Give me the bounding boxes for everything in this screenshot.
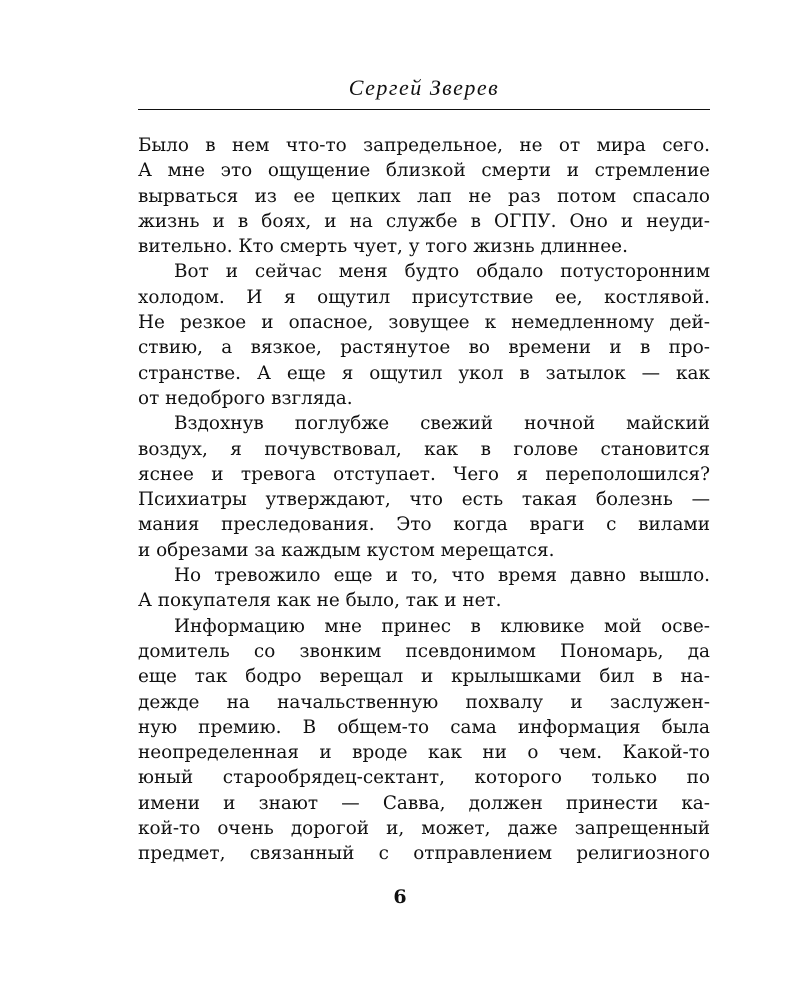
text-line: от недоброго взгляда.	[138, 387, 353, 409]
text-line: яснее и тревога отступает. Чего я переполошился?	[138, 463, 710, 485]
text-line: Но тревожило еще и то, что время давно вышло.	[174, 565, 710, 587]
running-header: Сергей Зверев	[348, 75, 500, 100]
page-number: 6	[393, 886, 407, 908]
header-rule	[138, 109, 710, 110]
text-line: неопределенная и вроде как ни о чем. Какой-то	[138, 742, 710, 764]
text-line: еще так бодро верещал и крылышками бил в на-	[138, 666, 710, 688]
text-line: холодом. И я ощутил присутствие ее, костлявой.	[138, 286, 710, 308]
text-line: юный старообрядец-сектант, которого только по	[138, 767, 710, 789]
text-line: мания преследования. Это когда враги с вилами	[138, 514, 710, 536]
text-line: ствию, а вязкое, растянутое во времени и в про-	[138, 337, 710, 359]
text-line: Было в нем что-то запредельное, не от мира сего.	[138, 135, 710, 156]
text-line: жизнь и в боях, и на службе в ОГПУ. Оно и неуди-	[138, 210, 710, 232]
text-line: кой-то очень дорогой и, может, даже запрещенный	[138, 818, 710, 840]
text-line: вительно. Кто смерть чует, у того жизнь длиннее.	[138, 236, 628, 258]
text-line: Вздохнув поглубже свежий ночной майский	[174, 413, 710, 435]
text-line: Психиатры утверждают, что есть такая болезнь —	[138, 489, 710, 511]
text-line: дежде на начальственную похвалу и заслужен-	[138, 691, 710, 713]
body-text	[138, 133, 710, 867]
text-line: домитель со звонким псевдонимом Пономарь, да	[138, 640, 710, 662]
text-line: ную премию. В общем-то сама информация была	[138, 716, 710, 738]
text-line: вырваться из ее цепких лап не раз потом спасало	[138, 185, 710, 207]
text-line: Не резкое и опасное, зовущее к немедленному дей-	[138, 312, 710, 334]
text-line: Информацию мне принес в клювике мой осве-	[174, 615, 710, 637]
text-line: А мне это ощущение близкой смерти и стремление	[138, 160, 710, 182]
text-line: и обрезами за каждым кустом мерещатся.	[138, 539, 555, 561]
text-line: воздух, я почувствовал, как в голове становится	[138, 438, 710, 460]
text-line: имени и знают — Савва, должен принести ка-	[138, 792, 710, 814]
text-line: Вот и сейчас меня будто обдало потусторонним	[174, 261, 710, 283]
text-line: А покупателя как не было, так и нет.	[138, 590, 502, 612]
text-line: странстве. А еще я ощутил укол в затылок — как	[138, 362, 710, 384]
text-line: предмет, связанный с отправлением религиозного	[138, 843, 710, 865]
